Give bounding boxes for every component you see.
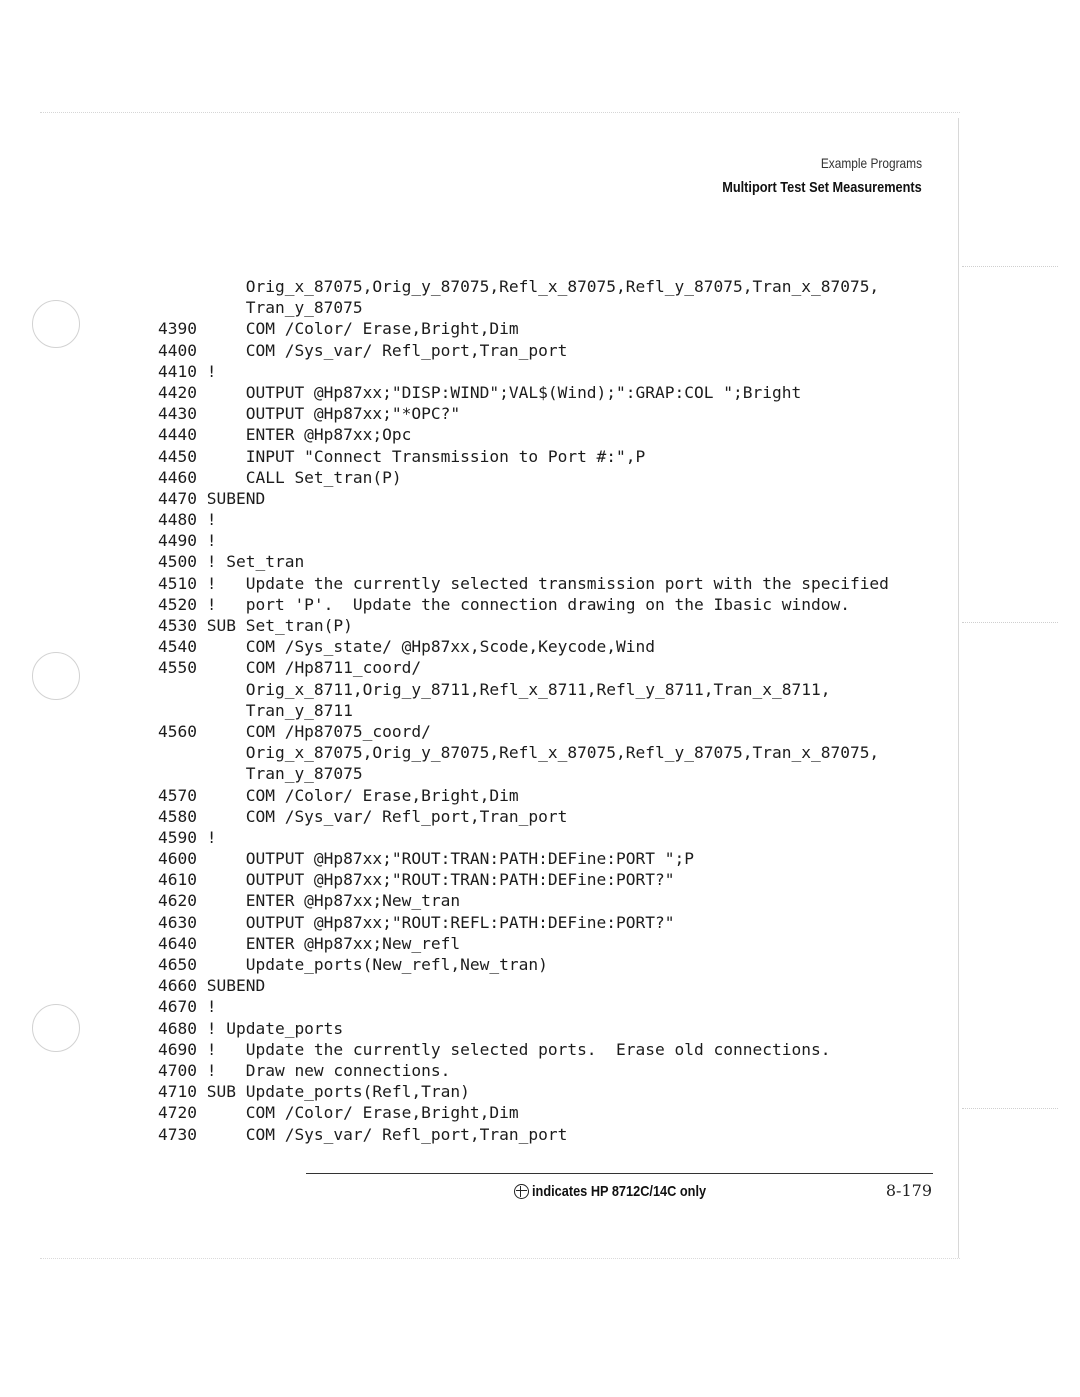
code-line: 4720 COM /Color/ Erase,Bright,Dim [158, 1103, 519, 1123]
footer-note-text: indicates HP 8712C/14C only [532, 1183, 707, 1200]
code-line: 4540 COM /Sys_state/ @Hp87xx,Scode,Keycode,Wind [158, 637, 656, 657]
code-line: 4580 COM /Sys_var/ Refl_port,Tran_port [158, 806, 568, 826]
code-line: 4390 COM /Color/ Erase,Bright,Dim [158, 319, 519, 339]
code-line: 4610 OUTPUT @Hp87xx;"ROUT:TRAN:PATH:DEFine:PORT?" [158, 870, 675, 890]
code-line: Orig_x_87075,Orig_y_87075,Refl_x_87075,Refl_y_87075,Tran_x_87075, [158, 743, 880, 763]
code-line: 4650 Update_ports(New_refl,New_tran) [158, 955, 548, 974]
page-title: Multiport Test Set Measurements [722, 179, 922, 196]
code-line: 4520 ! port 'P'. Update the connection drawing on the Ibasic window. [158, 594, 850, 614]
binder-hole [32, 300, 80, 348]
code-line: 4730 COM /Sys_var/ Refl_port,Tran_port [158, 1124, 568, 1144]
code-line: 4530 SUB Set_tran(P) [158, 616, 353, 635]
section-label: Example Programs [820, 155, 922, 171]
code-line: 4560 COM /Hp87075_coord/ [158, 721, 431, 741]
hp-logo-icon [514, 1184, 529, 1199]
code-line: Tran_y_87075 [158, 298, 363, 318]
code-line: Orig_x_87075,Orig_y_87075,Refl_x_87075,Refl_y_87075,Tran_x_87075, [158, 277, 880, 296]
code-line: 4620 ENTER @Hp87xx;New_tran [158, 891, 461, 911]
code-line: 4430 OUTPUT @Hp87xx;"*OPC?" [158, 404, 461, 424]
code-line: Tran_y_8711 [158, 700, 353, 720]
code-line: 4400 COM /Sys_var/ Refl_port,Tran_port [158, 340, 568, 360]
code-line: 4600 OUTPUT @Hp87xx;"ROUT:TRAN:PATH:DEFine:PORT ";P [158, 849, 695, 869]
tab-marker [962, 1108, 1058, 1109]
code-line: 4420 OUTPUT @Hp87xx;"DISP:WIND";VAL$(Wind);":GRAP:COL ";Bright [158, 382, 802, 402]
code-line: 4460 CALL Set_tran(P) [158, 467, 402, 487]
code-line: 4410 ! [158, 361, 217, 381]
code-line: 4450 INPUT "Connect Transmission to Port #:",P [158, 446, 646, 466]
page-edge-bottom [40, 1258, 960, 1259]
tab-marker [962, 622, 1058, 623]
page-edge-top [40, 112, 960, 113]
code-line: 4510 ! Update the currently selected transmission port with the specified [158, 573, 889, 593]
code-line: 4440 ENTER @Hp87xx;Opc [158, 425, 412, 445]
code-line: 4590 ! [158, 827, 217, 847]
page-edge-right [958, 118, 959, 1258]
code-line: Orig_x_8711,Orig_y_8711,Refl_x_8711,Refl_y_8711,Tran_x_8711, [158, 679, 831, 699]
binder-hole [32, 1004, 80, 1052]
code-line: 4480 ! [158, 510, 217, 530]
code-line: 4500 ! Set_tran [158, 552, 305, 572]
code-line: 4490 ! [158, 531, 217, 551]
footer-note [514, 1183, 737, 1200]
code-listing [158, 276, 948, 1145]
code-line: 4630 OUTPUT @Hp87xx;"ROUT:REFL:PATH:DEFine:PORT?" [158, 912, 675, 932]
code-line: 4670 ! [158, 997, 217, 1017]
code-line: 4700 ! Draw new connections. [158, 1060, 451, 1080]
code-line: 4640 ENTER @Hp87xx;New_refl [158, 933, 461, 953]
code-line: 4690 ! Update the currently selected ports. Erase old connections. [158, 1039, 831, 1059]
code-line: 4550 COM /Hp8711_coord/ [158, 658, 422, 678]
page-number: 8-179 [885, 1181, 932, 1200]
code-line: 4570 COM /Color/ Erase,Bright,Dim [158, 785, 519, 805]
code-line: 4710 SUB Update_ports(Refl,Tran) [158, 1082, 470, 1102]
code-line: 4470 SUBEND [158, 488, 266, 508]
tab-marker [962, 266, 1058, 267]
code-line: Tran_y_87075 [158, 764, 363, 784]
code-line: 4660 SUBEND [158, 976, 266, 996]
binder-hole [32, 652, 80, 700]
footer-divider [306, 1173, 933, 1174]
code-line: 4680 ! Update_ports [158, 1018, 344, 1038]
